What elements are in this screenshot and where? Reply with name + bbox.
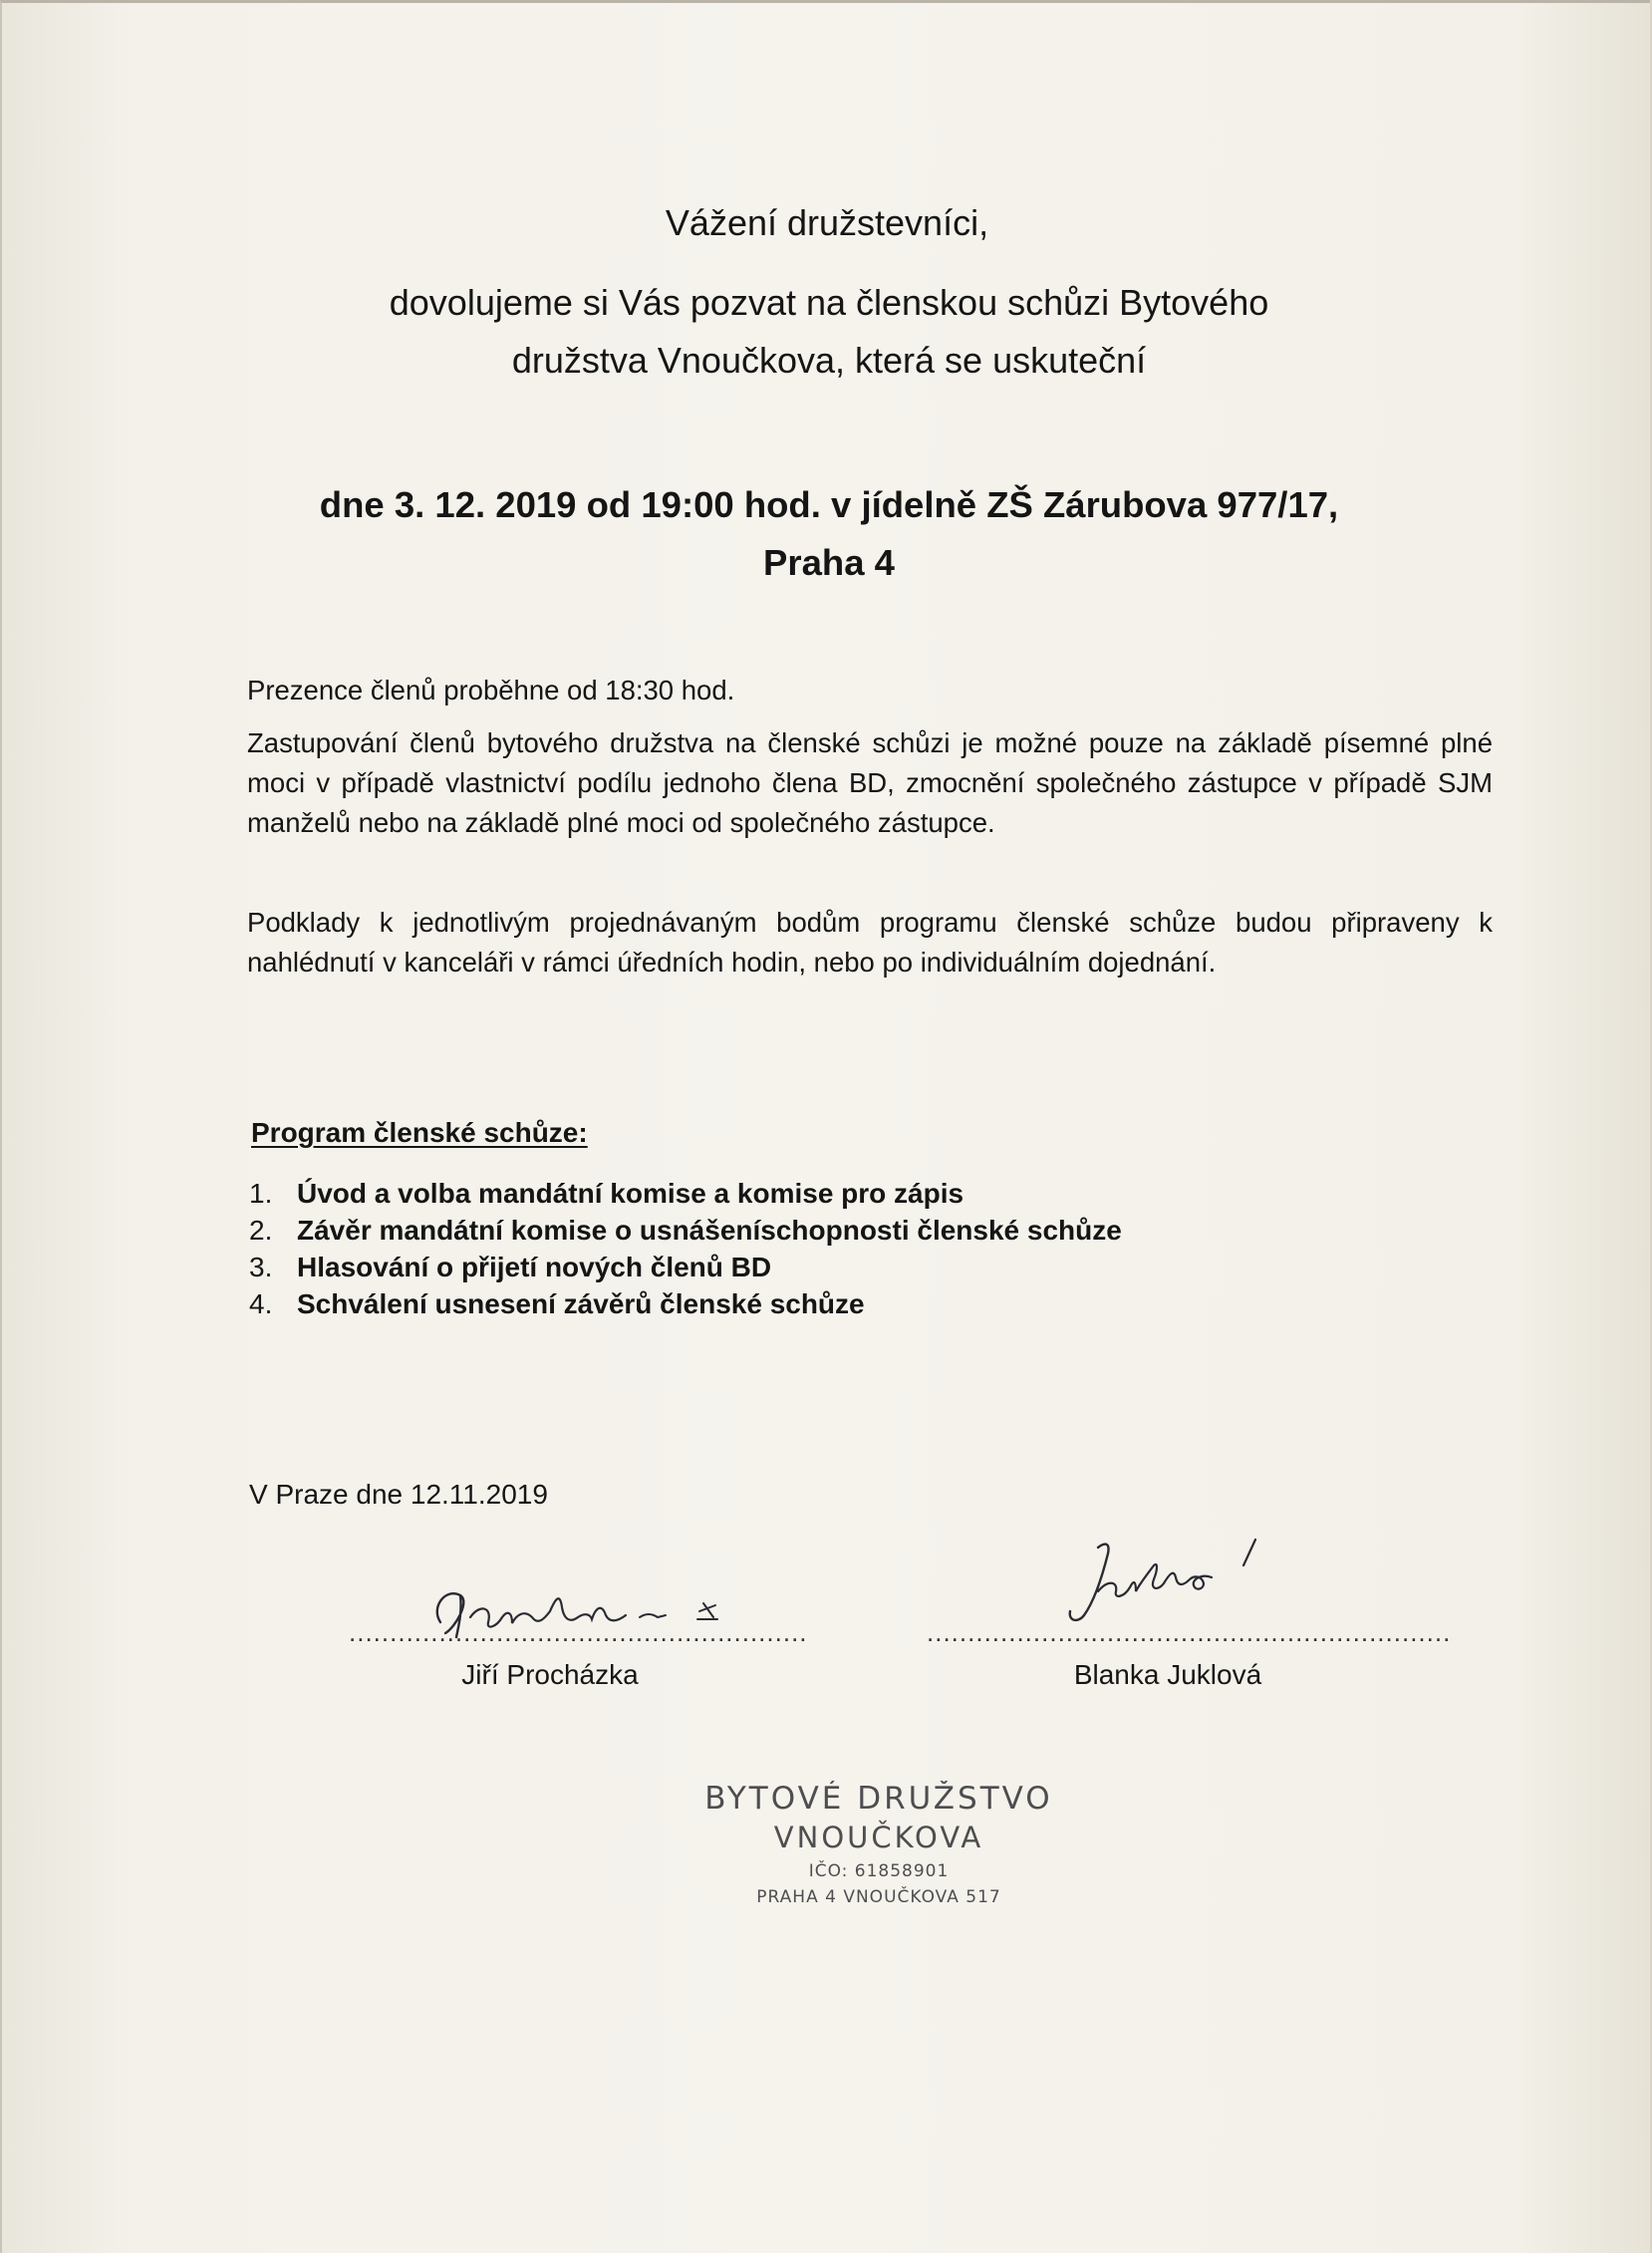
program-item-number: 4.	[249, 1288, 273, 1319]
documents-paragraph: Podklady k jednotlivým projednávaným bodům programu členské schůze budou připraveny k nahlédnutí v kanceláři v rámci úředních hodin, nebo po individuálním dojednání.	[247, 907, 1493, 978]
intro-line-2: družstva Vnoučkova, která se uskuteční	[511, 340, 1147, 381]
event-details	[201, 476, 1457, 592]
attendance-paragraph: Prezence členů proběhne od 18:30 hod.	[247, 675, 735, 705]
signature-line-right: ................................................................	[927, 1617, 1452, 1647]
program-heading: Program členské schůze:	[251, 1117, 588, 1148]
program-item	[249, 1285, 1122, 1322]
greeting: Vážení družstevníci,	[665, 202, 989, 243]
program-item-text: Schválení usnesení závěrů členské schůze	[297, 1288, 865, 1319]
program-item-text: Hlasování o přijetí nových členů BD	[297, 1252, 772, 1282]
program-item-text: Závěr mandátní komise o usnášeníschopnosti členské schůze	[297, 1215, 1122, 1246]
stamp-line-2: VNOUČKOVA	[773, 1821, 984, 1854]
program-item-number: 1.	[249, 1178, 273, 1209]
stamp-line-4: PRAHA 4 VNOUČKOVA 517	[756, 1887, 1001, 1907]
signature-line-left: ........................................................	[349, 1617, 808, 1647]
program-item	[249, 1249, 1122, 1285]
program-item-number: 2.	[249, 1215, 273, 1246]
place-and-date: V Praze dne 12.11.2019	[249, 1479, 548, 1510]
signatory-name-right: Blanka Juklová	[1073, 1659, 1262, 1690]
signatory-name-left: Jiří Procházka	[461, 1659, 639, 1690]
cooperative-stamp	[640, 1779, 1118, 1908]
program-item-number: 3.	[249, 1252, 273, 1282]
program-item	[249, 1212, 1122, 1249]
invitation-intro	[241, 274, 1417, 390]
stamp-line-3: IČO: 61858901	[808, 1861, 950, 1881]
program-item	[249, 1175, 1122, 1212]
program-list	[249, 1175, 1122, 1322]
program-item-text: Úvod a volba mandátní komise a komise pro zápis	[297, 1178, 964, 1209]
event-date-place: dne 3. 12. 2019 od 19:00 hod. v jídelně ZŠ Zárubova 977/17,	[319, 484, 1339, 525]
intro-line-1: dovolujeme si Vás pozvat na členskou schůzi Bytového	[389, 282, 1269, 323]
representation-paragraph: Zastupování členů bytového družstva na členské schůzi je možné pouze na základě písemné plné moci v případě vlastnictví podílu jednoho člena BD, zmocnění společného zástupce v případě SJM manželů nebo na základě plné moci od společného zástupce.	[247, 727, 1493, 838]
stamp-line-1: BYTOVÉ DRUŽSTVO	[704, 1781, 1053, 1817]
event-city: Praha 4	[763, 542, 895, 583]
